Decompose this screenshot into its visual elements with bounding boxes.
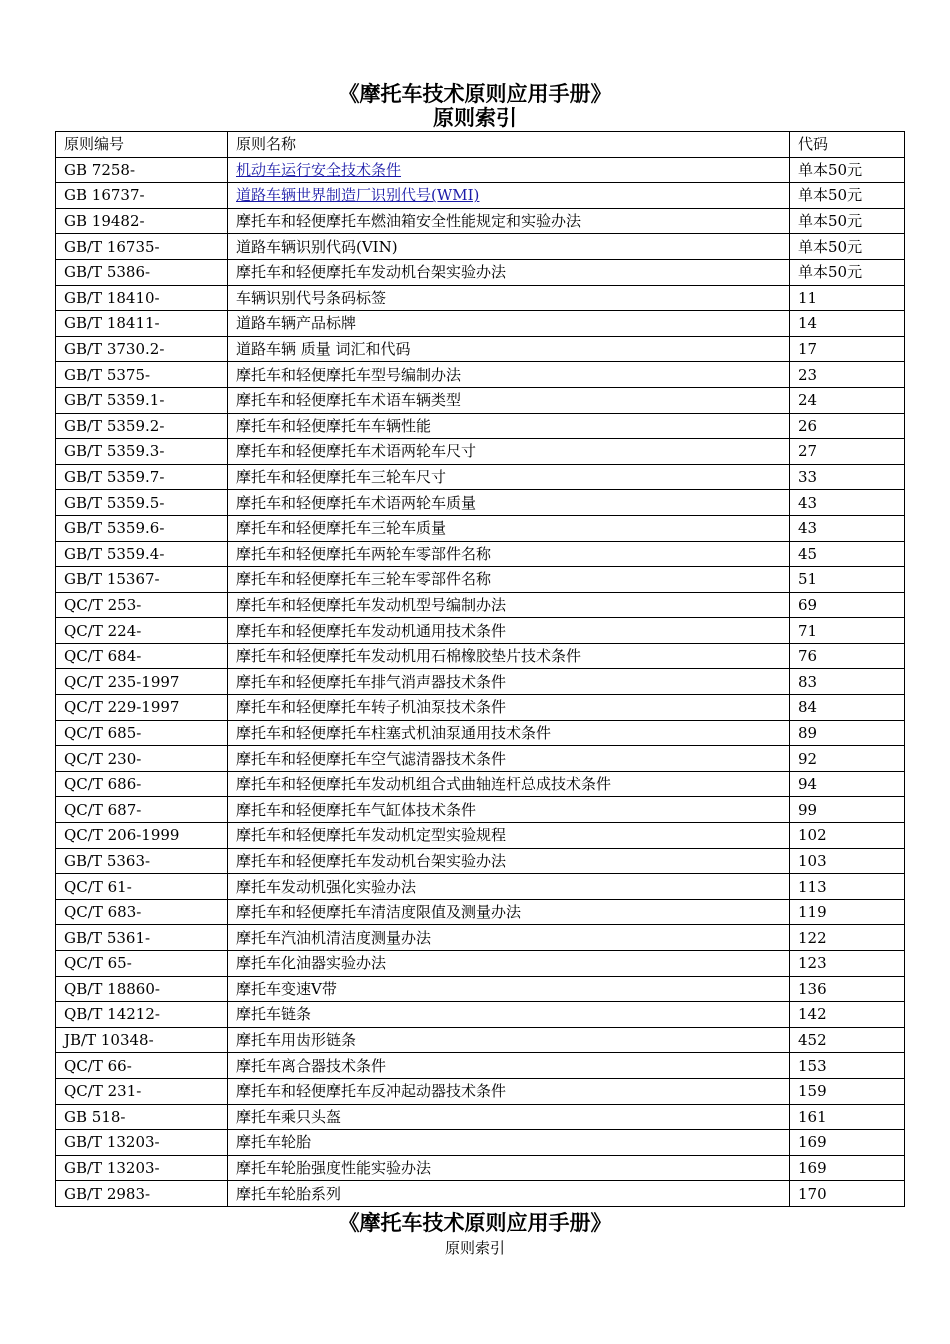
footer-subtitle: 原则索引 [444,1239,505,1257]
column-header-code: 原则编号 [56,132,228,158]
table-row [56,669,905,695]
table-row [56,976,905,1002]
table-row [56,848,905,874]
standard-name-cell: 摩托车和轻便摩托车发动机用石棉橡胶垫片技术条件 [228,643,790,669]
standard-code-cell: GB/T 5375- [56,362,228,388]
standard-code-cell: GB/T 5363- [56,848,228,874]
column-header-name: 原则名称 [228,132,790,158]
page-cell: 452 [790,1027,905,1053]
page-cell: 123 [790,951,905,977]
standard-code-cell: GB/T 5359.4- [56,541,228,567]
page-cell: 45 [790,541,905,567]
standard-name-cell: 摩托车和轻便摩托车两轮车零部件名称 [228,541,790,567]
standard-name-cell: 摩托车和轻便摩托车发动机型号编制办法 [228,592,790,618]
standard-code-cell: GB/T 18410- [56,285,228,311]
standard-name-cell: 摩托车和轻便摩托车气缸体技术条件 [228,797,790,823]
table-row [56,899,905,925]
standard-code-cell: QC/T 224- [56,618,228,644]
page-cell: 43 [790,515,905,541]
standard-code-cell: QC/T 231- [56,1078,228,1104]
table-header-row [56,132,905,158]
page-cell: 14 [790,311,905,337]
page-cell: 159 [790,1078,905,1104]
page-cell: 122 [790,925,905,951]
standard-code-cell: GB/T 15367- [56,567,228,593]
standard-name-cell: 摩托车链条 [228,1002,790,1028]
table-row [56,464,905,490]
standard-name-cell: 摩托车化油器实验办法 [228,951,790,977]
standard-code-cell: QC/T 230- [56,746,228,772]
standard-code-cell: QC/T 685- [56,720,228,746]
table-row [56,1002,905,1028]
standard-code-cell: GB 7258- [56,157,228,183]
standard-name-cell: 摩托车和轻便摩托车清洁度限值及测量办法 [228,899,790,925]
table-row [56,234,905,260]
standard-name-cell: 摩托车和轻便摩托车反冲起动器技术条件 [228,1078,790,1104]
standard-code-cell: QB/T 18860- [56,976,228,1002]
standard-name-cell: 摩托车和轻便摩托车发动机通用技术条件 [228,618,790,644]
page-cell: 89 [790,720,905,746]
table-row [56,618,905,644]
page-cell: 单本50元 [790,259,905,285]
table-row [56,362,905,388]
page-cell: 169 [790,1130,905,1156]
table-row [56,1181,905,1207]
page-cell: 17 [790,336,905,362]
standard-code-cell: QC/T 206-1999 [56,823,228,849]
page-cell: 单本50元 [790,183,905,209]
standard-name-cell: 摩托车和轻便摩托车发动机组合式曲轴连杆总成技术条件 [228,771,790,797]
page-cell: 161 [790,1104,905,1130]
table-row [56,823,905,849]
table-row [56,1130,905,1156]
page-cell: 单本50元 [790,208,905,234]
page-cell: 69 [790,592,905,618]
table-row [56,336,905,362]
standard-name-cell: 摩托车和轻便摩托车排气消声器技术条件 [228,669,790,695]
page-cell: 76 [790,643,905,669]
table-row [56,925,905,951]
standard-name-cell [228,183,790,209]
standard-code-cell: GB/T 5361- [56,925,228,951]
standard-name-cell: 车辆识别代号条码标签 [228,285,790,311]
standard-name-cell: 摩托车和轻便摩托车发动机定型实验规程 [228,823,790,849]
table-row [56,285,905,311]
standard-code-cell: QC/T 687- [56,797,228,823]
standard-name-cell: 摩托车和轻便摩托车发动机台架实验办法 [228,259,790,285]
standard-name-cell: 摩托车离合器技术条件 [228,1053,790,1079]
standard-code-cell: GB/T 13203- [56,1155,228,1181]
page-cell: 92 [790,746,905,772]
standard-code-cell: QC/T 66- [56,1053,228,1079]
table-row [56,157,905,183]
column-header-page: 代码 [790,132,905,158]
page-cell: 23 [790,362,905,388]
table-row [56,208,905,234]
standard-name-cell: 摩托车和轻便摩托车型号编制办法 [228,362,790,388]
page-cell: 94 [790,771,905,797]
page-cell: 33 [790,464,905,490]
table-row [56,1155,905,1181]
standard-name-cell: 摩托车和轻便摩托车车辆性能 [228,413,790,439]
standard-name-cell: 摩托车和轻便摩托车三轮车尺寸 [228,464,790,490]
table-row [56,439,905,465]
table-row [56,874,905,900]
standard-name-cell: 摩托车变速V带 [228,976,790,1002]
standard-code-cell: GB 19482- [56,208,228,234]
table-row [56,771,905,797]
standard-code-cell: QC/T 65- [56,951,228,977]
standard-code-cell: GB 16737- [56,183,228,209]
table-row [56,1027,905,1053]
table-row [56,1078,905,1104]
page-cell: 169 [790,1155,905,1181]
standard-code-cell: QC/T 61- [56,874,228,900]
table-row [56,643,905,669]
standard-name-cell: 摩托车和轻便摩托车术语两轮车尺寸 [228,439,790,465]
document-title: 《摩托车技术原则应用手册》 [338,82,612,106]
page-cell: 170 [790,1181,905,1207]
standard-code-cell: GB/T 13203- [56,1130,228,1156]
table-row [56,746,905,772]
standard-name-cell: 道路车辆识别代码(VIN) [228,234,790,260]
page-cell: 11 [790,285,905,311]
standard-name-cell: 摩托车用齿形链条 [228,1027,790,1053]
standard-code-cell: QC/T 683- [56,899,228,925]
standard-name-cell: 摩托车和轻便摩托车术语两轮车质量 [228,490,790,516]
page-cell: 71 [790,618,905,644]
standard-name-cell: 摩托车轮胎强度性能实验办法 [228,1155,790,1181]
page-cell: 24 [790,387,905,413]
table-row [56,1104,905,1130]
standard-name-cell: 摩托车和轻便摩托车三轮车质量 [228,515,790,541]
table-row [56,797,905,823]
standard-name-cell: 摩托车和轻便摩托车发动机台架实验办法 [228,848,790,874]
standard-name-cell: 摩托车乘只头盔 [228,1104,790,1130]
standard-code-cell: GB/T 5359.6- [56,515,228,541]
table-row [56,490,905,516]
standard-code-cell: JB/T 10348- [56,1027,228,1053]
standard-code-cell: QB/T 14212- [56,1002,228,1028]
table-row [56,387,905,413]
page-cell: 单本50元 [790,157,905,183]
table-row [56,259,905,285]
document-subtitle: 原则索引 [433,106,517,130]
page-cell: 113 [790,874,905,900]
standard-code-cell: QC/T 684- [56,643,228,669]
table-row [56,951,905,977]
standard-name-cell: 道路车辆 质量 词汇和代码 [228,336,790,362]
standard-name-cell: 道路车辆产品标牌 [228,311,790,337]
standard-name-cell: 摩托车和轻便摩托车三轮车零部件名称 [228,567,790,593]
standard-code-cell: QC/T 229-1997 [56,695,228,721]
standard-code-cell: GB/T 5359.2- [56,413,228,439]
page-cell: 99 [790,797,905,823]
standard-name-link[interactable]: 道路车辆世界制造厂识别代号(WMI) [236,186,480,205]
standard-name-cell: 摩托车汽油机清洁度测量办法 [228,925,790,951]
standard-name-cell: 摩托车轮胎系列 [228,1181,790,1207]
standard-name-cell [228,157,790,183]
table-row [56,515,905,541]
page-cell: 51 [790,567,905,593]
standard-code-cell: GB/T 2983- [56,1181,228,1207]
standard-code-cell: GB/T 5359.7- [56,464,228,490]
standard-name-cell: 摩托车和轻便摩托车术语车辆类型 [228,387,790,413]
table-row [56,567,905,593]
table-row [56,592,905,618]
page-cell: 153 [790,1053,905,1079]
page-cell: 单本50元 [790,234,905,260]
standard-name-cell: 摩托车轮胎 [228,1130,790,1156]
page-cell: 27 [790,439,905,465]
standard-name-cell: 摩托车和轻便摩托车柱塞式机油泵通用技术条件 [228,720,790,746]
page-cell: 26 [790,413,905,439]
standard-code-cell: QC/T 253- [56,592,228,618]
standard-code-cell: GB/T 18411- [56,311,228,337]
page-cell: 102 [790,823,905,849]
page-cell: 142 [790,1002,905,1028]
table-row [56,541,905,567]
page-cell: 43 [790,490,905,516]
standard-code-cell: GB/T 5386- [56,259,228,285]
table-row [56,1053,905,1079]
table-row [56,720,905,746]
table-row [56,413,905,439]
footer-title: 《摩托车技术原则应用手册》 [338,1211,612,1235]
standards-index-table [55,131,905,1207]
standard-code-cell: QC/T 235-1997 [56,669,228,695]
standard-code-cell: GB/T 3730.2- [56,336,228,362]
standard-code-cell: GB/T 5359.3- [56,439,228,465]
page-cell: 136 [790,976,905,1002]
standard-name-cell: 摩托车和轻便摩托车转子机油泵技术条件 [228,695,790,721]
page-cell: 103 [790,848,905,874]
standard-code-cell: GB/T 5359.1- [56,387,228,413]
standard-code-cell: GB/T 16735- [56,234,228,260]
standard-name-cell: 摩托车发动机强化实验办法 [228,874,790,900]
table-row [56,695,905,721]
standard-code-cell: QC/T 686- [56,771,228,797]
standard-name-cell: 摩托车和轻便摩托车空气滤清器技术条件 [228,746,790,772]
page-cell: 119 [790,899,905,925]
table-row [56,311,905,337]
standard-name-cell: 摩托车和轻便摩托车燃油箱安全性能规定和实验办法 [228,208,790,234]
standard-code-cell: GB 518- [56,1104,228,1130]
page-cell: 84 [790,695,905,721]
standard-code-cell: GB/T 5359.5- [56,490,228,516]
table-row [56,183,905,209]
page-cell: 83 [790,669,905,695]
standard-name-link[interactable]: 机动车运行安全技术条件 [236,160,402,179]
